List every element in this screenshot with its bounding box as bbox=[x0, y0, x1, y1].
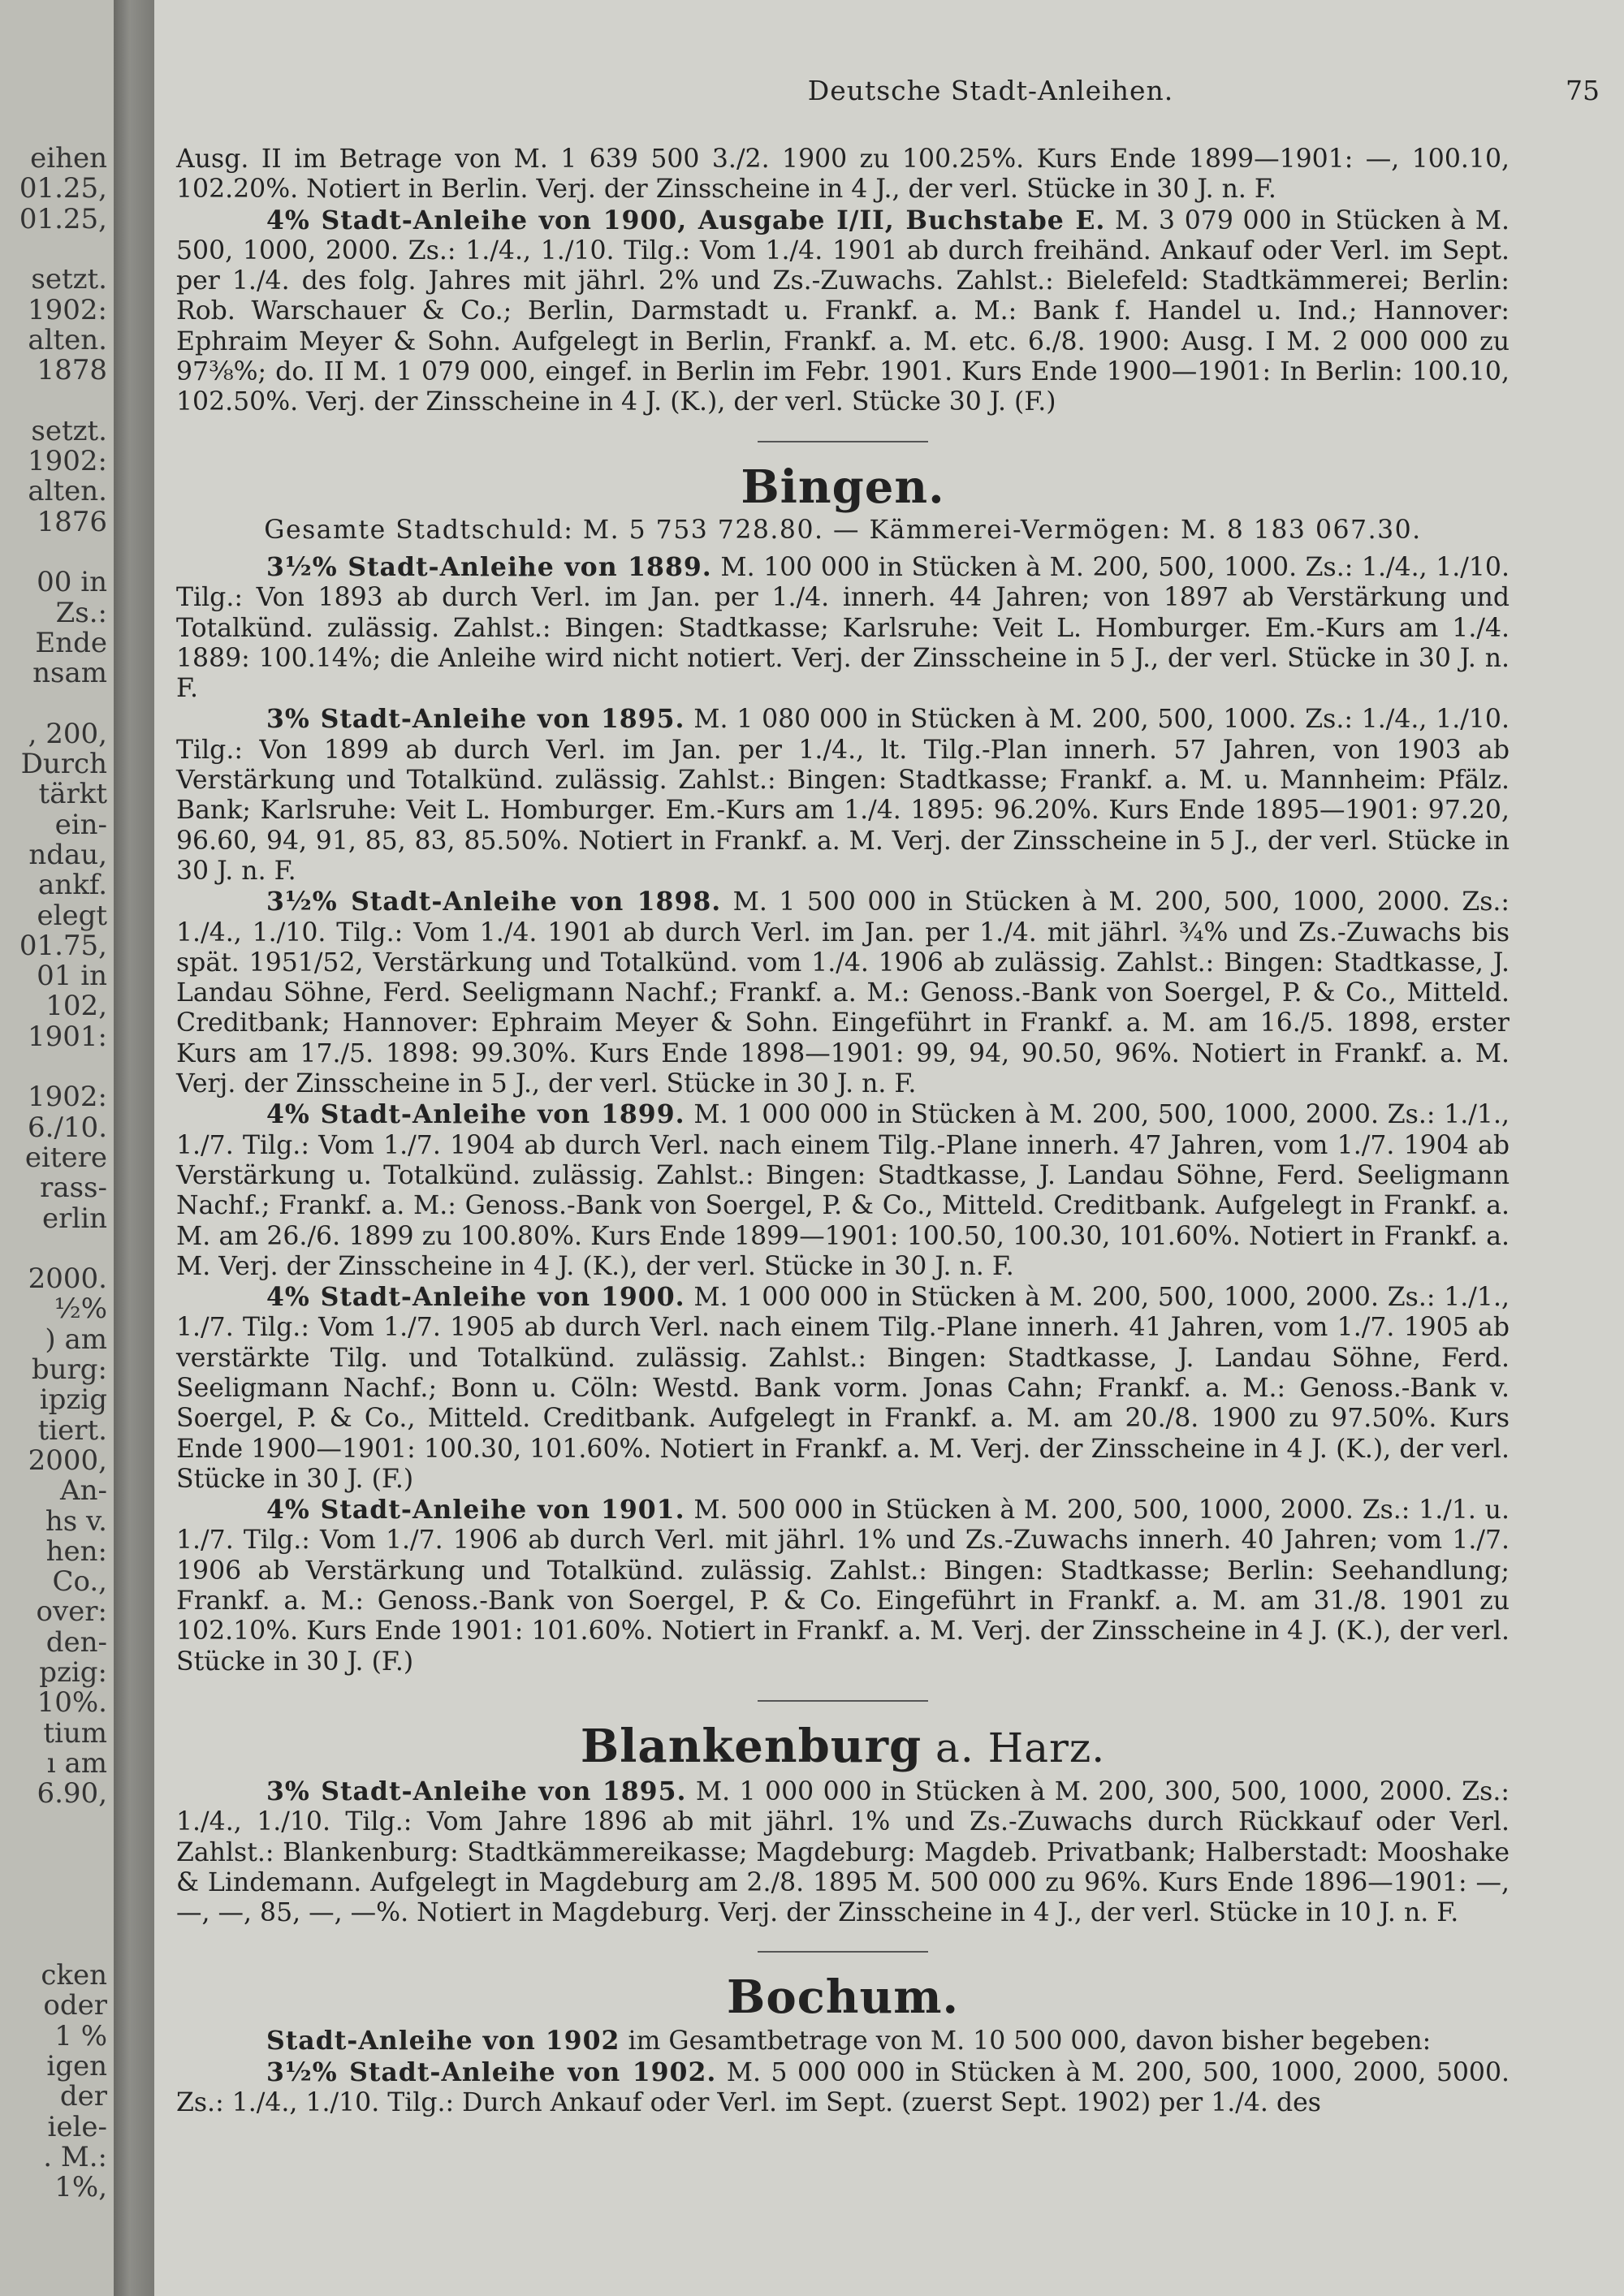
loan-entry bbox=[176, 1495, 1510, 1677]
previous-page-fragment: setzt. bbox=[31, 414, 107, 447]
previous-page-fragment: der bbox=[59, 2080, 107, 2113]
previous-page-fragment: ½% bbox=[54, 1293, 107, 1326]
previous-page-fragment: erlin bbox=[41, 1202, 107, 1235]
loan-title: 4% Stadt-Anleihe von 1899. bbox=[266, 1099, 685, 1130]
loan-details: M. 3 079 000 in Stücken à M. 500, 1000, 2000. Zs.: 1./4., 1./10. Tilg.: Vom 1./4. 1901 ab durch freihänd. Ankauf oder Verl. im Sept. per 1./4. des folg. Jahres mit jährl. 2% und Zs.-Zuwachs. Zahlst.: Bielefeld: Stadtkämmerei; Berlin: Rob. Warschauer & Co.; Berlin, Darmstadt u. Frankf. a. M.: Bank f. Handel u. Ind.; Hannover: Ephraim Meyer & Sohn. Aufgelegt in Berlin, Frankf. a. M. etc. 6./8. 1900: Ausg. I M. 2 000 000 zu 97⅜%; do. II M. 1 079 000, eingef. in Berlin im Febr. 1901. Kurs Ende 1900—1901: In Berlin: 100.10, 102.50%. Verj. der Zinsscheine in 4 J. (K.), der verl. Stücke 30 J. (F.) bbox=[176, 205, 1510, 417]
loan-details: M. 1 000 000 in Stücken à M. 200, 500, 1000, 2000. Zs.: 1./1., 1./7. Tilg.: Vom 1./7. 1904 ab durch Verl. nach einem Tilg.-Plane innerh. 47 Jahren, vom 1./7. 1904 ab Verstärkung u. Totalkünd. zulässig. Zahlst.: Bingen: Stadtkasse, J. Landau Söhne, Ferd. Seeligmann Nachf.; Frankf. a. M.: Genoss.-Bank von Soergel, P. & Co., Mitteld. Creditbank. Aufgelegt in Frankf. a. M. am 26./6. 1899 zu 100.80%. Kurs Ende 1899—1901: 100.50, 100.30, 101.60%. Notiert in Frankf. a. M. Verj. der Zinsscheine in 4 J. (K.), der verl. Stücke in 30 J. n. F. bbox=[176, 1100, 1510, 1281]
previous-page-fragment: ı am bbox=[46, 1746, 107, 1780]
previous-page-fragment: setzt. bbox=[31, 263, 107, 296]
previous-page-fragment: hen: bbox=[45, 1534, 107, 1568]
previous-page-fragment: ) am bbox=[45, 1323, 107, 1356]
city-debt-summary: Gesamte Stadtschuld: M. 5 753 728.80. — Kämmerei-Vermögen: M. 8 183 067.30. bbox=[264, 515, 1422, 545]
previous-page-fragment: 6.90, bbox=[37, 1777, 107, 1810]
loan-entry bbox=[176, 1282, 1510, 1495]
previous-page-fragment: alten. bbox=[28, 323, 107, 356]
previous-page-fragment: den- bbox=[45, 1625, 107, 1659]
previous-page-fragment: hs v. bbox=[45, 1504, 107, 1538]
previous-page-fragment: 01.25, bbox=[19, 172, 107, 205]
previous-page-fragment: Durch bbox=[20, 748, 107, 780]
previous-page-fragment: 1901: bbox=[28, 1020, 107, 1053]
previous-page-fragment: 1902: bbox=[28, 445, 107, 477]
loan-title: 4% Stadt-Anleihe von 1900. bbox=[266, 1282, 685, 1313]
loan-title: 3½% Stadt-Anleihe von 1889. bbox=[266, 551, 712, 582]
loan-details: M. 1 080 000 in Stücken à M. 200, 500, 1000. Zs.: 1./4., 1./10. Tilg.: Von 1899 ab durch Verl. im Jan. per 1./4., lt. Tilg.-Plan innerh. 57 Jahren, von 1903 ab Verstärkung und Totalkünd. zulässig. Zahlst.: Bingen: Stadtkasse; Frankf. a. M. u. Mannheim: Pfälz. Bank; Karlsruhe: Veit L. Homburger. Em.-Kurs am 1./4. 1895: 96.20%. Kurs Ende 1895—1901: 97.20, 96.60, 94, 91, 85, 83, 85.50%. Notiert in Frankf. a. M. Verj. der Zinsscheine in 5 J., der verl. Stücke in 30 J. n. F. bbox=[176, 705, 1510, 886]
previous-page-margin bbox=[0, 0, 114, 2296]
previous-page-fragment: Ende bbox=[35, 626, 107, 659]
section-divider bbox=[758, 1700, 928, 1702]
loan-entry bbox=[176, 704, 1510, 887]
previous-page-fragment: over: bbox=[36, 1595, 107, 1629]
previous-page-fragment: 1876 bbox=[37, 505, 107, 538]
previous-page-fragment: 102, bbox=[45, 990, 107, 1023]
loan-title: 3½% Stadt-Anleihe von 1902. bbox=[266, 2056, 717, 2087]
page-number: 75 bbox=[1566, 75, 1600, 106]
previous-page-fragment: Zs.: bbox=[55, 596, 107, 629]
previous-page-fragment: . M.: bbox=[43, 2140, 107, 2173]
loan-details: M. 1 000 000 in Stücken à M. 200, 500, 1000, 2000. Zs.: 1./1., 1./7. Tilg.: Vom 1./7. 1905 ab durch Verl. nach einem Tilg.-Plane innerh. 41 Jahren, vom 1./7. 1905 ab verstärkte Tilg. und Totalkünd. zulässig. Zahlst.: Bingen: Stadtkasse, J. Landau Söhne, Ferd. Seeligmann Nachf.; Bonn u. Cöln: Westd. Bank vorm. Jonas Cahn; Frankf. a. M.: Genoss.-Bank v. Soergel, P. & Co., Mitteld. Creditbank. Aufgelegt in Frankf. a. M. am 20./8. 1900 zu 97.50%. Kurs Ende 1900—1901: 100.30, 101.60%. Notiert in Frankf. a. M. Verj. der Zinsscheine in 4 J. (K.), der verl. Stücke in 30 J. (F.) bbox=[176, 1283, 1510, 1494]
loan-details: M. 1 000 000 in Stücken à M. 200, 300, 500, 1000, 2000. Zs.: 1./4., 1./10. Tilg.: Vom Jahre 1896 ab mit jährl. 1% und Zs.-Zuwachs durch Rückkauf oder Verl. Zahlst.: Blankenburg: Stadtkämmereikasse; Magdeburg: Magdeb. Privatbank; Halberstadt: Mooshake & Lindemann. Aufgelegt in Magdeburg am 2./8. 1895 M. 500 000 zu 96%. Kurs Ende 1896—1901: —, —, —, 85, —, —%. Notiert in Magdeburg. Verj. der Zinsscheine in 4 J., der verl. Stücke in 10 J. n. F. bbox=[176, 1776, 1510, 1928]
loan-entry bbox=[176, 205, 1510, 418]
loan-entry bbox=[176, 887, 1510, 1099]
previous-page-fragment: iele- bbox=[47, 2110, 107, 2143]
loan-details: Ausg. II im Betrage von M. 1 639 500 3./2. 1900 zu 100.25%. Kurs Ende 1899—1901: —, 100.10, 102.20%. Notiert in Berlin. Verj. der Zinsscheine in 4 J., der verl. Stücke in 30 J. n. F. bbox=[176, 145, 1510, 205]
city-heading bbox=[176, 1970, 1510, 2025]
previous-page-fragment: 01.25, bbox=[19, 202, 107, 235]
previous-page-fragment: 01 in bbox=[37, 960, 107, 993]
previous-page-fragment: 1%, bbox=[54, 2171, 107, 2204]
previous-page-fragment: 10%. bbox=[37, 1686, 107, 1720]
previous-page-fragment: alten. bbox=[28, 475, 107, 508]
previous-page-fragment: ndau, bbox=[28, 838, 107, 871]
previous-page-fragment: 01.75, bbox=[19, 929, 107, 962]
previous-page-fragment: 1878 bbox=[37, 354, 107, 387]
section-divider bbox=[758, 441, 928, 442]
previous-page-fragment: eitere bbox=[24, 1141, 107, 1174]
previous-page-fragment: pzig: bbox=[39, 1656, 107, 1689]
previous-page-fragment: nsam bbox=[32, 657, 107, 690]
book-spine bbox=[114, 0, 154, 2296]
loan-entry bbox=[176, 2057, 1510, 2119]
previous-page-fragment: cken bbox=[41, 1959, 107, 1992]
previous-page-fragment: tiert. bbox=[37, 1413, 107, 1447]
page-content bbox=[176, 145, 1510, 2118]
previous-page-fragment: Co., bbox=[52, 1565, 107, 1599]
previous-page-fragment: ein- bbox=[54, 808, 107, 841]
running-head: Deutsche Stadt-Anleihen. bbox=[807, 75, 1174, 106]
loan-details: M. 100 000 in Stücken à M. 200, 500, 1000. Zs.: 1./4., 1./10. Tilg.: Von 1893 ab durch Verl. im Jan. per 1./4. innerh. 44 Jahren; von 1897 ab Verstärkung und Totalkünd. zulässig. Zahlst.: Bingen: Stadtkasse; Karlsruhe: Veit L. Homburger. Em.-Kurs am 1./4. 1889: 100.14%; die Anleihe wird nicht notiert. Verj. der Zinsscheine in 5 J., der verl. Stücke in 30 J. n. F. bbox=[176, 552, 1510, 704]
previous-page-fragment: tium bbox=[43, 1716, 107, 1750]
city-name: Bingen. bbox=[741, 460, 945, 514]
city-suffix: a. Harz. bbox=[922, 1724, 1106, 1772]
loan-details: M. 500 000 in Stücken à M. 200, 500, 1000, 2000. Zs.: 1./1. u. 1./7. Tilg.: Vom 1./7. 1906 ab durch Verl. mit jährl. 1% und Zs.-Zuwachs innerh. 40 Jahren; vom 1./7. 1906 ab Verstärkung und Totalkünd. zulässig. Zahlst.: Bingen: Stadtkasse; Berlin: Seehandlung; Frankf. a. M.: Genoss.-Bank von Soergel, P. & Co. Eingeführt in Frankf. a. M. am 31./8. 1901 zu 102.10%. Kurs Ende 1901: 101.60%. Notiert in Frankf. a. M. Verj. der Zinsscheine in 4 J. (K.), der verl. Stücke in 30 J. (F.) bbox=[176, 1495, 1510, 1677]
previous-page-fragment: ipzig bbox=[39, 1383, 107, 1417]
loan-title: 4% Stadt-Anleihe von 1900, Ausgabe I/II, Buchstabe E. bbox=[266, 205, 1106, 235]
loan-details: M. 5 000 000 in Stücken à M. 200, 500, 1000, 2000, 5000. Zs.: 1./4., 1./10. Tilg.: Durch Ankauf oder Verl. im Sept. (zuerst Sept. 1902) per 1./4. des bbox=[176, 2057, 1510, 2118]
loan-title: 3½% Stadt-Anleihe von 1898. bbox=[266, 887, 722, 917]
loan-title: 3% Stadt-Anleihe von 1895. bbox=[266, 704, 685, 735]
loan-entry bbox=[176, 2026, 1510, 2056]
loan-entry bbox=[176, 1099, 1510, 1282]
previous-page-fragment: ankf. bbox=[38, 869, 107, 902]
loan-title: 4% Stadt-Anleihe von 1901. bbox=[266, 1495, 685, 1526]
city-name: Bochum. bbox=[727, 1970, 959, 2025]
loan-entry bbox=[176, 145, 1510, 205]
section-divider bbox=[758, 1951, 928, 1953]
loan-entry bbox=[176, 552, 1510, 704]
previous-page-fragment: elegt bbox=[37, 899, 107, 932]
book-page bbox=[154, 0, 1624, 2296]
loan-details: im Gesamtbetrage von M. 10 500 000, davon bisher begeben: bbox=[620, 2026, 1432, 2056]
city-heading bbox=[176, 462, 1510, 512]
previous-page-fragment: 1902: bbox=[28, 293, 107, 326]
previous-page-fragment: An- bbox=[60, 1474, 107, 1508]
previous-page-fragment: 2000. bbox=[28, 1262, 107, 1296]
previous-page-fragment: tärkt bbox=[38, 778, 107, 811]
loan-title: 3% Stadt-Anleihe von 1895. bbox=[266, 1776, 687, 1806]
previous-page-fragment: 1902: bbox=[28, 1081, 107, 1114]
loan-title: Stadt-Anleihe von 1902 bbox=[266, 2026, 620, 2056]
previous-page-fragment: eihen bbox=[30, 142, 107, 175]
city-name: Blankenburg bbox=[580, 1719, 922, 1773]
previous-page-fragment: rass- bbox=[40, 1172, 107, 1205]
previous-page-fragment: igen bbox=[46, 2049, 107, 2082]
previous-page-fragment: , 200, bbox=[28, 717, 107, 750]
city-heading bbox=[176, 1721, 1510, 1773]
previous-page-fragment: 1 % bbox=[54, 2019, 107, 2052]
previous-page-fragment: 6./10. bbox=[28, 1111, 107, 1144]
loan-entry bbox=[176, 1776, 1510, 1928]
previous-page-fragment: oder bbox=[43, 1989, 107, 2022]
previous-page-fragment: 00 in bbox=[37, 566, 107, 599]
previous-page-fragment: burg: bbox=[31, 1353, 107, 1386]
previous-page-fragment: 2000, bbox=[28, 1444, 107, 1477]
loan-details: M. 1 500 000 in Stücken à M. 200, 500, 1000, 2000. Zs.: 1./4., 1./10. Tilg.: Vom 1./4. 1901 ab durch Verl. im Jan. per 1./4. mit jährl. ¾% und Zs.-Zuwachs bis spät. 1951/52, Verstärkung und Totalkünd. vom 1./4. 1906 ab zulässig. Zahlst.: Bingen: Stadtkasse, J. Landau Söhne, Ferd. Seeligmann Nachf.; Frankf. a. M.: Genoss.-Bank von Soergel, P. & Co., Mitteld. Creditbank; Hannover: Ephraim Meyer & Sohn. Eingeführt in Frankf. a. M. am 16./5. 1898, erster Kurs am 17./5. 1898: 99.30%. Kurs Ende 1898—1901: 99, 94, 90.50, 96%. Notiert in Frankf. a. M. Verj. der Zinsscheine in 5 J., der verl. Stücke in 30 J. n. F. bbox=[176, 887, 1510, 1099]
